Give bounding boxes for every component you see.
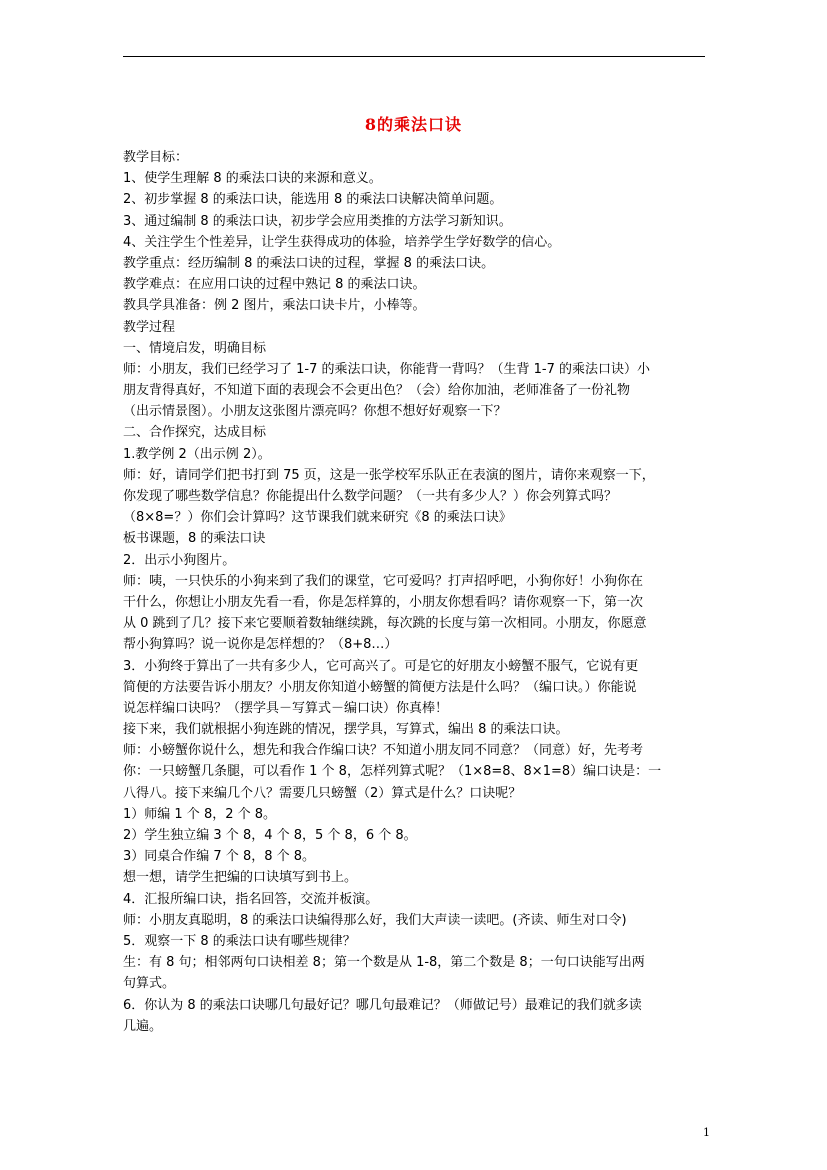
text-line: 5．观察一下 8 的乘法口诀有哪些规律？ <box>123 933 356 949</box>
text-line: 二、合作探究，达成目标 <box>123 425 267 441</box>
header-rule <box>123 56 705 57</box>
text-line: 3）同桌合作编 7 个 8，8 个 8。 <box>123 849 316 865</box>
text-line: 3、通过编制 8 的乘法口诀，初步学会应用类推的方法学习新知识。 <box>123 213 512 229</box>
text-line: 师：小朋友真聪明，8 的乘法口诀编得那么好，我们大声读一读吧。(齐读、师生对口令) <box>123 912 627 928</box>
text-line: 从 0 跳到了几？接下来它要顺着数轴继续跳，每次跳的长度与第一次相同。小朋友，你愿意 <box>123 616 647 632</box>
text-line: 1、使学生理解 8 的乘法口诀的来源和意义。 <box>123 171 382 187</box>
text-line: 说怎样编口诀吗？（摆学具－写算式－编口诀）你真棒！ <box>123 700 449 716</box>
text-line: 1）师编 1 个 8，2 个 8。 <box>123 806 277 822</box>
text-line: 教学目标： <box>123 150 189 165</box>
page-number: 1 <box>703 1126 710 1139</box>
text-line: 你：一只螃蟹几条腿，可以看作 1 个 8，怎样列算式呢？（1×8=8、8×1=8）编口诀是：一 <box>123 764 662 780</box>
document-body <box>123 147 707 1037</box>
text-line: 板书课题，8 的乘法口诀 <box>123 531 266 547</box>
text-line: 4．汇报所编口诀，指名回答，交流并板演。 <box>123 891 379 907</box>
text-line: 一、情境启发，明确目标 <box>123 340 267 356</box>
text-line: 2．出示小狗图片。 <box>123 552 236 568</box>
text-line: 干什么，你想让小朋友先看一看，你是怎样算的，小朋友你想看吗？请你观察一下，第一次 <box>123 594 644 610</box>
text-line: 几遍。 <box>123 1018 163 1034</box>
text-line: 2、初步掌握 8 的乘法口诀，能选用 8 的乘法口诀解决简单问题。 <box>123 192 503 208</box>
text-line: 教学重点：经历编制 8 的乘法口诀的过程，掌握 8 的乘法口诀。 <box>123 255 495 271</box>
text-line: 1.教学例 2（出示例 2）。 <box>123 446 271 462</box>
text-line: 4、关注学生个性差异，让学生获得成功的体验，培养学生学好数学的信心。 <box>123 234 561 250</box>
text-line: 八得八。接下来编几个八？需要几只螃蟹（2）算式是什么？口诀呢？ <box>123 785 522 801</box>
text-line: 教学过程 <box>123 319 176 335</box>
text-line: 师：小螃蟹你说什么，想先和我合作编口诀？不知道小朋友同不同意？（同意）好，先考考 <box>123 743 644 759</box>
text-line: 生：有 8 句；相邻两句口诀相差 8；第一个数是从 1-8，第二个数是 8；一句口诀能写出两 <box>123 955 645 971</box>
document-title: 8的乘法口诀 <box>364 115 463 134</box>
text-line: 6．你认为 8 的乘法口诀哪几句最好记？哪几句最难记？（师做记号）最难记的我们就多读 <box>123 997 642 1013</box>
text-line: 师：小朋友，我们已经学习了 1-7 的乘法口诀，你能背一背吗？（生背 1-7 的乘法口诀）小 <box>123 361 650 377</box>
text-line: 帮小狗算吗？说一说你是怎样想的？（8+8…） <box>123 637 398 653</box>
text-line: 教具学具准备：例 2 图片，乘法口诀卡片，小棒等。 <box>123 298 426 314</box>
text-line: 接下来，我们就根据小狗连跳的情况，摆学具，写算式，编出 8 的乘法口诀。 <box>123 722 569 738</box>
text-line: 师：咦，一只快乐的小狗来到了我们的课堂，它可爱吗？打声招呼吧，小狗你好！小狗你在 <box>123 573 644 589</box>
text-line: 朋友背得真好，不知道下面的表现会不会更出色？（会）给你加油，老师准备了一份礼物 <box>123 383 631 399</box>
text-line: 教学难点：在应用口诀的过程中熟记 8 的乘法口诀。 <box>123 277 426 293</box>
text-line: 简便的方法要告诉小朋友？小朋友你知道小螃蟹的简便方法是什么吗？（编口诀。）你能说 <box>123 679 637 695</box>
text-line: 你发现了哪些数学信息？你能提出什么数学问题？（一共有多少人？）你会列算式吗？ <box>123 489 618 504</box>
text-line: 3．小狗终于算出了一共有多少人，它可高兴了。可是它的好朋友小螃蟹不服气，它说有更 <box>123 658 639 674</box>
text-line: 想一想，请学生把编的口诀填写到书上。 <box>123 870 358 886</box>
text-line: （8×8=？）你们会计算吗？这节课我们就来研究《8 的乘法口诀》 <box>123 510 512 526</box>
text-line: 句算式。 <box>123 976 176 992</box>
text-line: 师：好，请同学们把书打到 75 页，这是一张学校军乐队正在表演的图片，请你来观察一下， <box>123 467 655 483</box>
text-line: 2）学生独立编 3 个 8，4 个 8，5 个 8，6 个 8。 <box>123 828 417 843</box>
text-line: （出示情景图）。小朋友这张图片漂亮吗？你想不想好好观察一下？ <box>123 404 507 420</box>
